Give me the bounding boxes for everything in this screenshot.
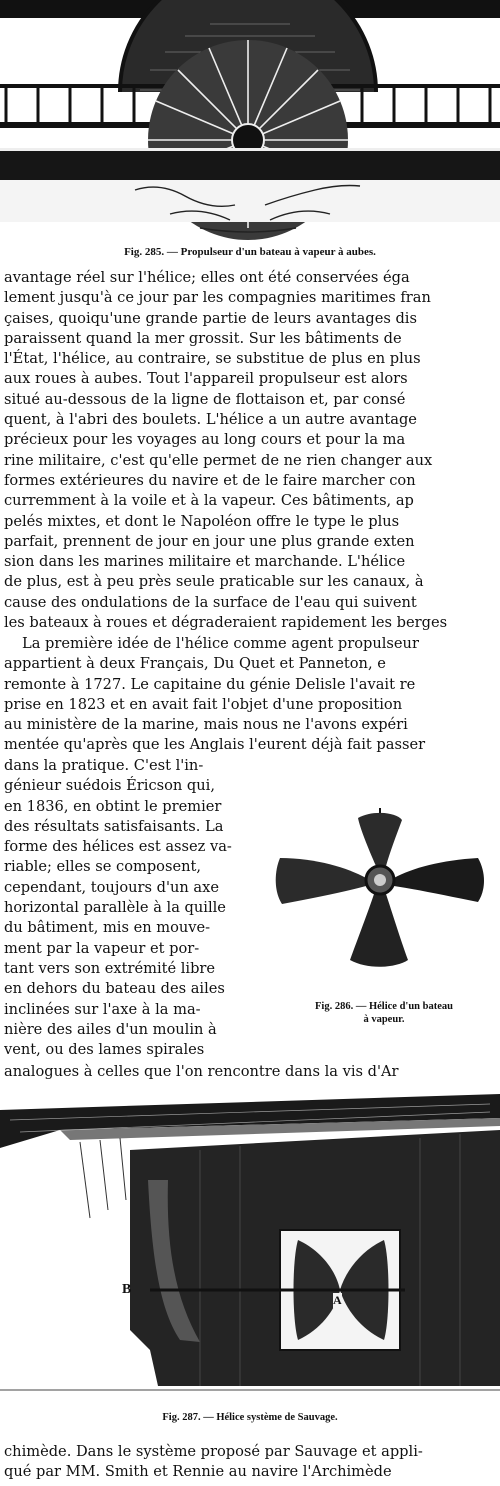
text-line: en 1836, en obtint le premier <box>4 797 222 815</box>
text-line: cause des ondulations de la surface de l'eau qui suivent <box>4 593 417 611</box>
fig286-caption <box>274 1000 494 1026</box>
text-line: précieux pour les voyages au long cours et pour la ma <box>4 431 406 449</box>
text-line: chimède. Dans le système proposé par Sauvage et appli- <box>4 1443 423 1460</box>
text-line: La première idée de l'hélice comme agent propulseur <box>22 635 419 652</box>
paragraph-1 <box>4 268 496 633</box>
text-line: çaises, quoiqu'une grande partie de leurs avantages dis <box>4 309 417 327</box>
paddle-wheel-illustration <box>0 0 500 240</box>
text-line: les bateaux à roues et dégraderaient rapidement les berges <box>4 614 448 632</box>
fig286-caption-line2: à vapeur. <box>363 1014 405 1025</box>
text-line: horizontal parallèle à la quille <box>4 899 226 917</box>
text-line: appartient à deux Français, Du Quet et Panneton, e <box>4 655 386 673</box>
text-line: ment par la vapeur et por- <box>4 939 200 957</box>
text-line: prise en 1823 et en avait fait l'objet d'une proposition <box>4 695 403 713</box>
text-line: avantage réel sur l'hélice; elles ont été conservées éga <box>4 269 410 286</box>
fig286-caption-line1: Fig. 286. — Hélice d'un bateau <box>315 1001 453 1012</box>
text-line: qué par MM. Smith et Rennie au navire l'Archimède <box>4 1463 392 1481</box>
text-line: parfait, prennent de jour en jour une plus grande exten <box>4 532 415 550</box>
text-line: situé au-dessous de la ligne de flottaison et, par consé <box>4 390 406 408</box>
text-line: forme des hélices est assez va- <box>4 838 232 856</box>
text-line: aux roues à aubes. Tout l'appareil propulseur est alors <box>4 370 408 388</box>
text-line: rine militaire, c'est qu'elle permet de ne rien changer aux <box>4 451 433 469</box>
paragraph-2 <box>4 634 496 756</box>
text-line: au ministère de la marine, mais nous ne l'avons expéri <box>4 716 408 734</box>
text-line: mentée qu'après que les Anglais l'eurent déjà fait passer <box>4 736 426 754</box>
text-line: en dehors du bateau des ailes <box>4 980 225 998</box>
text-line: quent, à l'abri des boulets. L'hélice a un autre avantage <box>4 411 417 429</box>
fig287-label-a: A <box>333 1293 342 1307</box>
figure-propeller <box>272 808 492 968</box>
text-line: tant vers son extrémité libre <box>4 959 216 977</box>
propeller-illustration <box>272 808 492 968</box>
fig287-caption: Fig. 287. — Hélice système de Sauvage. <box>162 1412 338 1423</box>
figure-paddle-wheel <box>0 0 500 240</box>
text-line: l'État, l'hélice, au contraire, se substitue de plus en plus <box>4 350 421 368</box>
text-line: des résultats satisfaisants. La <box>4 817 224 835</box>
fig287-label-b: B <box>122 1282 132 1297</box>
text-line: vent, ou des lames spirales <box>4 1041 205 1059</box>
text-line: remonte à 1727. Le capitaine du génie Delisle l'avait re <box>4 675 416 693</box>
text-line: nière des ailes d'un moulin à <box>4 1020 217 1038</box>
text-line: dans la pratique. C'est l'in- <box>4 757 204 774</box>
text-line: du bâtiment, mis en mouve- <box>4 919 211 937</box>
paragraph-3 <box>4 1442 496 1483</box>
sauvage-stern-illustration <box>0 1090 500 1400</box>
text-line: curremment à la voile et à la vapeur. Ces bâtiments, ap <box>4 492 414 510</box>
text-line: analogues à celles que l'on rencontre dans la vis d'Ar <box>4 1063 399 1080</box>
paragraph-2-column <box>4 756 262 1060</box>
text-line: sion dans les marines militaire et marchande. L'hélice <box>4 553 406 571</box>
fig285-caption: Fig. 285. — Propulseur d'un bateau à vapeur à aubes. <box>124 246 376 258</box>
text-line: inclinées sur l'axe à la ma- <box>4 1000 201 1018</box>
paragraph-2-end <box>4 1062 496 1082</box>
text-line: formes extérieures du navire et de le faire marcher con <box>4 471 416 489</box>
text-line: de plus, est à peu près seule praticable sur les canaux, à <box>4 573 424 591</box>
text-line: cependant, toujours d'un axe <box>4 878 219 896</box>
text-line: paraissent quand la mer grossit. Sur les bâtiments de <box>4 329 402 347</box>
text-line: riable; elles se composent, <box>4 858 202 876</box>
text-line: pelés mixtes, et dont le Napoléon offre le type le plus <box>4 512 400 530</box>
text-line: génieur suédois Éricson qui, <box>4 777 215 795</box>
figure-sauvage-propeller <box>0 1090 500 1400</box>
text-line: lement jusqu'à ce jour par les compagnies maritimes fran <box>4 289 431 307</box>
